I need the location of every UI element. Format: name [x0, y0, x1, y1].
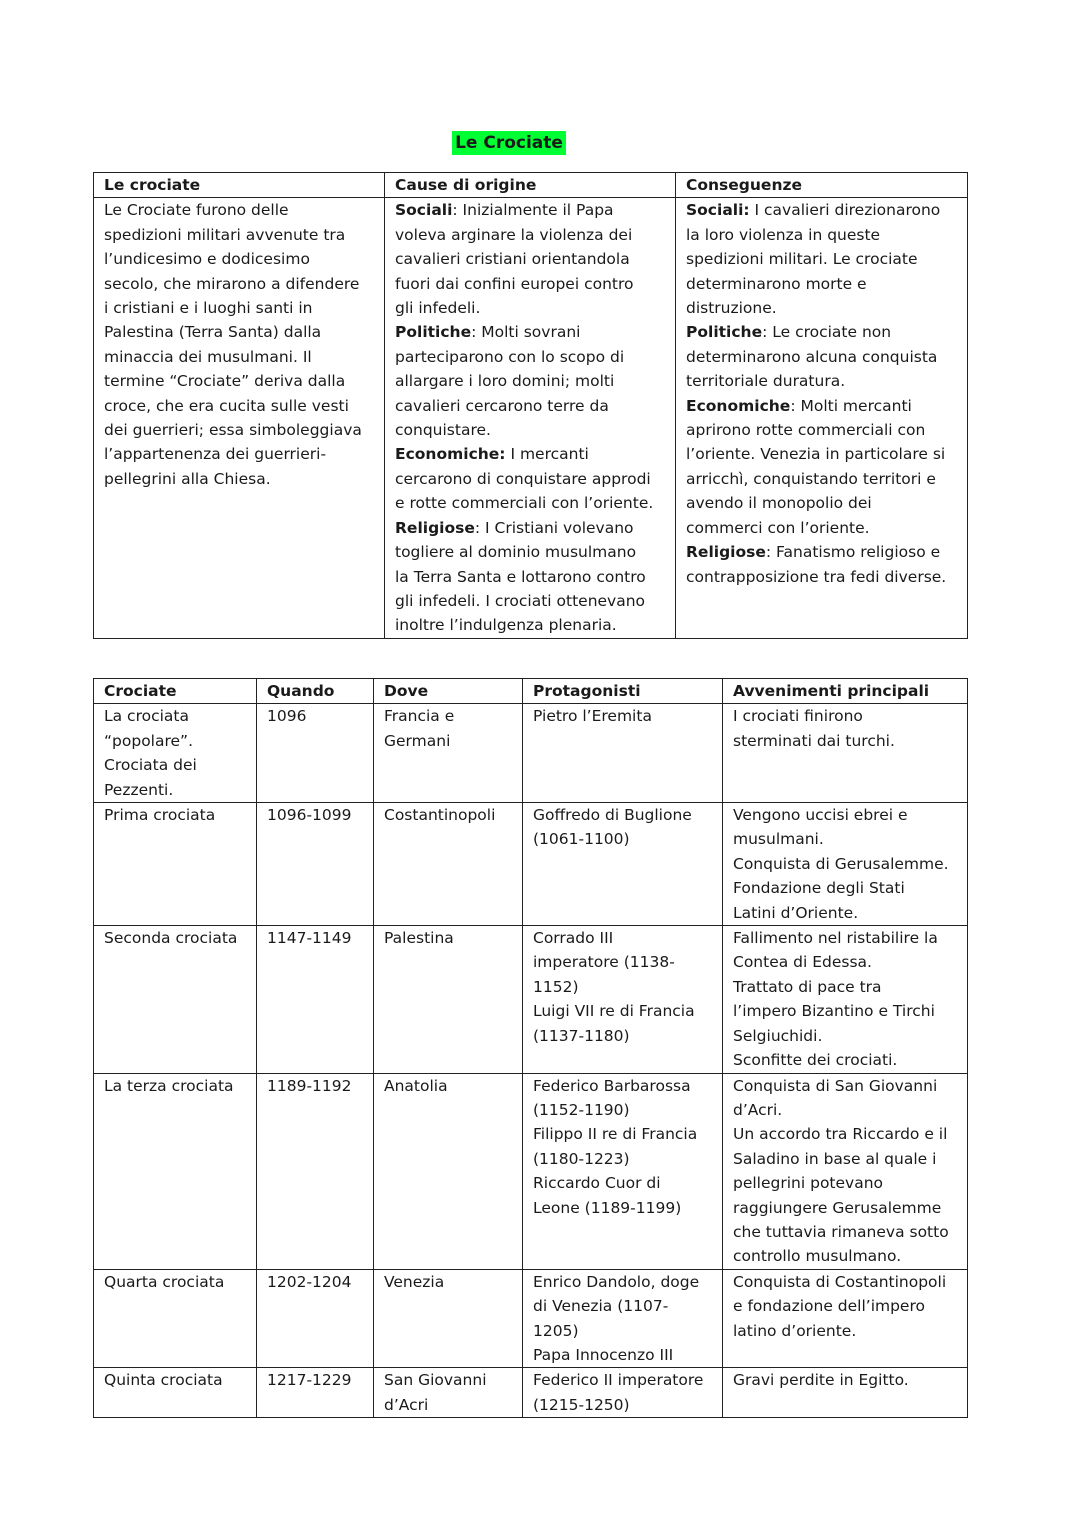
quando-line: 1202-1204 [267, 1272, 352, 1291]
cause-text: voleva arginare la violenza dei [395, 225, 633, 244]
cause-line [395, 198, 667, 222]
cell-crociate [94, 1269, 257, 1368]
cause-line [395, 320, 667, 344]
dove-line: Palestina [384, 929, 454, 948]
quando-line: 1096-1099 [267, 806, 352, 825]
definition-line: l’appartenenza dei guerrieri- [104, 445, 327, 464]
avvenimenti-line: e fondazione dell’impero [733, 1297, 925, 1316]
crusades-table [93, 678, 968, 1418]
crociate-line: Prima crociata [104, 806, 216, 825]
cause-text: gli infedeli. [395, 299, 481, 318]
cause-text: fuori dai confini europei contro [395, 274, 634, 293]
cause-text: gli infedeli. I crociati ottenevano [395, 591, 646, 610]
consequence-text: arricchì, conquistando territori e [686, 469, 936, 488]
cause-text: I mercanti [505, 445, 589, 464]
consequences-cell [676, 198, 968, 638]
avvenimenti-line: Saladino in base al quale i [733, 1149, 937, 1168]
cell-quando [257, 1073, 374, 1269]
cell-avvenimenti [723, 926, 968, 1073]
consequence-line [686, 345, 959, 369]
consequence-line [686, 540, 959, 564]
table-row [94, 704, 968, 803]
cause-category-label: Politiche [395, 323, 472, 342]
cell-dove [374, 1073, 523, 1269]
cause-category-label: Economiche: [395, 445, 506, 464]
cell-quando [257, 1269, 374, 1368]
protagonisti-line: (1061-1100) [533, 830, 630, 849]
avvenimenti-line: Un accordo tra Riccardo e il [733, 1125, 948, 1144]
crociate-line: Crociata dei [104, 756, 197, 775]
consequence-text: determinarono morte e [686, 274, 867, 293]
consequence-line [686, 272, 959, 296]
overview-header-causes: Cause di origine [385, 173, 676, 198]
protagonisti-line: Federico II imperatore [533, 1371, 704, 1390]
protagonisti-line: imperatore (1138- [533, 953, 675, 972]
dove-line: Venezia [384, 1272, 445, 1291]
overview-header-row [94, 173, 968, 198]
consequence-line [686, 467, 959, 491]
crociate-line: La crociata [104, 707, 190, 726]
consequence-line [686, 247, 959, 271]
avvenimenti-line: Selgiuchidi. [733, 1026, 823, 1045]
cell-crociate [94, 1073, 257, 1269]
consequence-line [686, 565, 959, 589]
quando-line: 1217-1229 [267, 1371, 352, 1390]
consequence-text: : Le crociate non [762, 323, 892, 342]
avvenimenti-line: controllo musulmano. [733, 1247, 902, 1266]
cell-avvenimenti [723, 704, 968, 803]
cell-protagonisti [523, 1073, 723, 1269]
overview-body-row [94, 198, 968, 638]
definition-line: minaccia dei musulmani. Il [104, 347, 312, 366]
consequence-text: distruzione. [686, 299, 777, 318]
table-row [94, 1269, 968, 1368]
consequence-text: : Fanatismo religioso e [765, 543, 941, 562]
cause-line [395, 394, 667, 418]
crociate-line: Seconda crociata [104, 929, 238, 948]
definition-line: Le Crociate furono delle [104, 201, 289, 220]
protagonisti-line: (1180-1223) [533, 1149, 630, 1168]
avvenimenti-line: Conquista di Costantinopoli [733, 1272, 947, 1291]
crociate-line: Quinta crociata [104, 1371, 223, 1390]
cause-line [395, 491, 667, 515]
cell-quando [257, 704, 374, 803]
consequence-category-label: Economiche [686, 396, 791, 415]
table-row [94, 1073, 968, 1269]
avvenimenti-line: Conquista di San Giovanni [733, 1076, 938, 1095]
cell-avvenimenti [723, 803, 968, 926]
avvenimenti-line: Sconfitte dei crociati. [733, 1051, 898, 1070]
cause-text: parteciparono con lo scopo di [395, 347, 625, 366]
header-crociate: Crociate [94, 679, 257, 704]
consequence-text: avendo il monopolio dei [686, 494, 872, 513]
cell-quando [257, 803, 374, 926]
header-avvenimenti: Avvenimenti principali [723, 679, 968, 704]
cell-avvenimenti [723, 1073, 968, 1269]
avvenimenti-line: d’Acri. [733, 1100, 783, 1119]
avvenimenti-line: l’impero Bizantino e Tirchi [733, 1002, 935, 1021]
cause-line [395, 369, 667, 393]
avvenimenti-line: Trattato di pace tra [733, 977, 882, 996]
page-title: Le Crociate [452, 131, 566, 155]
definition-line: spedizioni militari avvenute tra [104, 225, 346, 244]
definition-line: Palestina (Terra Santa) dalla [104, 323, 322, 342]
definition-line: termine “Crociate” deriva dalla [104, 372, 346, 391]
cause-line [395, 589, 667, 613]
cause-text: conquistare. [395, 421, 491, 440]
consequence-text: contrapposizione tra fedi diverse. [686, 567, 947, 586]
consequence-line [686, 320, 959, 344]
crociate-line: Quarta crociata [104, 1272, 225, 1291]
consequence-text: determinarono alcuna conquista [686, 347, 938, 366]
cause-text: e rotte commerciali con l’oriente. [395, 494, 654, 513]
cell-protagonisti [523, 1269, 723, 1368]
cell-crociate [94, 704, 257, 803]
crusades-table-body [94, 704, 968, 1418]
cause-text: allargare i loro domini; molti [395, 372, 615, 391]
cause-text: inoltre l’indulgenza plenaria. [395, 616, 617, 635]
cause-category-label: Sociali [395, 201, 453, 220]
definition-line: i cristiani e i luoghi santi in [104, 299, 313, 318]
cause-line [395, 223, 667, 247]
consequence-text: la loro violenza in queste [686, 225, 881, 244]
consequence-line [686, 442, 959, 466]
header-protagonisti: Protagonisti [523, 679, 723, 704]
dove-line: d’Acri [384, 1395, 429, 1414]
cause-line [395, 418, 667, 442]
cause-line [395, 540, 667, 564]
avvenimenti-line: raggiungere Gerusalemme [733, 1198, 942, 1217]
protagonisti-line: (1152-1190) [533, 1100, 630, 1119]
consequence-line [686, 198, 959, 222]
protagonisti-line: Enrico Dandolo, doge [533, 1272, 700, 1291]
avvenimenti-line: pellegrini potevano [733, 1174, 884, 1193]
consequence-category-label: Religiose [686, 543, 766, 562]
avvenimenti-line: musulmani. [733, 830, 824, 849]
definition-cell [94, 198, 385, 638]
header-quando: Quando [257, 679, 374, 704]
cell-protagonisti [523, 926, 723, 1073]
cause-line [395, 442, 667, 466]
avvenimenti-line: Fondazione degli Stati [733, 879, 905, 898]
cell-avvenimenti [723, 1368, 968, 1418]
avvenimenti-line: Fallimento nel ristabilire la [733, 929, 938, 948]
cell-protagonisti [523, 803, 723, 926]
cause-line [395, 467, 667, 491]
protagonisti-line: Goffredo di Buglione [533, 806, 692, 825]
protagonisti-line: Federico Barbarossa [533, 1076, 691, 1095]
consequence-text: territoriale duratura. [686, 372, 846, 391]
causes-cell [385, 198, 676, 638]
table-row [94, 1368, 968, 1418]
cell-dove [374, 1368, 523, 1418]
cause-line [395, 247, 667, 271]
definition-line: secolo, che mirarono a difendere [104, 274, 360, 293]
overview-header-consequences: Conseguenze [676, 173, 968, 198]
definition-line: croce, che era cucita sulle vesti [104, 396, 349, 415]
dove-line: Costantinopoli [384, 806, 496, 825]
crociate-line: “popolare”. [104, 731, 194, 750]
avvenimenti-line: Latini d’Oriente. [733, 903, 859, 922]
quando-line: 1147-1149 [267, 929, 352, 948]
consequence-line [686, 223, 959, 247]
consequence-text: aprirono rotte commerciali con [686, 421, 926, 440]
consequence-text: l’oriente. Venezia in particolare si [686, 445, 946, 464]
protagonisti-line: (1137-1180) [533, 1026, 630, 1045]
cause-text: la Terra Santa e lottarono contro [395, 567, 646, 586]
cause-line [395, 613, 667, 637]
title-wrap [0, 131, 1018, 155]
crociate-line: La terza crociata [104, 1076, 234, 1095]
consequence-line [686, 491, 959, 515]
cause-text: : Molti sovrani [471, 323, 581, 342]
avvenimenti-line: Conquista di Gerusalemme. [733, 854, 949, 873]
table-row [94, 803, 968, 926]
cause-text: : I Cristiani volevano [474, 518, 634, 537]
cause-text: cavalieri cercarono terre da [395, 396, 609, 415]
cause-text: cercarono di conquistare approdi [395, 469, 651, 488]
quando-line: 1189-1192 [267, 1076, 352, 1095]
avvenimenti-line: Contea di Edessa. [733, 953, 872, 972]
cause-line [395, 272, 667, 296]
consequence-line [686, 418, 959, 442]
cause-line [395, 345, 667, 369]
definition-line: l’undicesimo e dodicesimo [104, 250, 310, 269]
cell-crociate [94, 803, 257, 926]
cause-line [395, 516, 667, 540]
protagonisti-line: Corrado III [533, 929, 614, 948]
consequence-category-label: Politiche [686, 323, 763, 342]
cell-protagonisti [523, 704, 723, 803]
cause-line [395, 296, 667, 320]
crociate-line: Pezzenti. [104, 780, 174, 799]
dove-line: Germani [384, 731, 451, 750]
table-row [94, 926, 968, 1073]
cell-dove [374, 803, 523, 926]
avvenimenti-line: latino d’oriente. [733, 1321, 857, 1340]
cause-text: togliere al dominio musulmano [395, 543, 637, 562]
cause-category-label: Religiose [395, 518, 475, 537]
cell-protagonisti [523, 1368, 723, 1418]
dove-line: San Giovanni [384, 1371, 487, 1390]
protagonisti-line: 1152) [533, 977, 579, 996]
consequence-text: I cavalieri direzionarono [749, 201, 941, 220]
consequence-text: spedizioni militari. Le crociate [686, 250, 918, 269]
quando-line: 1096 [267, 707, 307, 726]
avvenimenti-line: I crociati finirono [733, 707, 863, 726]
protagonisti-line: Luigi VII re di Francia [533, 1002, 695, 1021]
avvenimenti-line: sterminati dai turchi. [733, 731, 895, 750]
cell-crociate [94, 926, 257, 1073]
crusades-header-row [94, 679, 968, 704]
cell-quando [257, 926, 374, 1073]
cell-dove [374, 704, 523, 803]
avvenimenti-line: Vengono uccisi ebrei e [733, 806, 908, 825]
protagonisti-line: (1215-1250) [533, 1395, 630, 1414]
consequence-category-label: Sociali: [686, 201, 750, 220]
cell-dove [374, 1269, 523, 1368]
definition-line: pellegrini alla Chiesa. [104, 469, 271, 488]
consequence-line [686, 369, 959, 393]
protagonisti-line: Pietro l’Eremita [533, 707, 652, 726]
protagonisti-line: Riccardo Cuor di [533, 1174, 661, 1193]
consequence-line [686, 296, 959, 320]
cell-dove [374, 926, 523, 1073]
dove-line: Anatolia [384, 1076, 448, 1095]
avvenimenti-line: che tuttavia rimaneva sotto [733, 1222, 949, 1241]
protagonisti-line: Leone (1189-1199) [533, 1198, 682, 1217]
protagonisti-line: di Venezia (1107- [533, 1297, 669, 1316]
protagonisti-line: 1205) [533, 1321, 579, 1340]
cause-text: : Inizialmente il Papa [452, 201, 614, 220]
consequence-text: commerci con l’oriente. [686, 518, 870, 537]
avvenimenti-line: Gravi perdite in Egitto. [733, 1371, 909, 1390]
cell-quando [257, 1368, 374, 1418]
cell-avvenimenti [723, 1269, 968, 1368]
header-dove: Dove [374, 679, 523, 704]
protagonisti-line: Filippo II re di Francia [533, 1125, 698, 1144]
overview-header-definition: Le crociate [94, 173, 385, 198]
cause-text: cavalieri cristiani orientandola [395, 250, 630, 269]
overview-table [93, 172, 968, 639]
cause-line [395, 565, 667, 589]
protagonisti-line: Papa Innocenzo III [533, 1345, 674, 1364]
cell-crociate [94, 1368, 257, 1418]
consequence-text: : Molti mercanti [790, 396, 912, 415]
dove-line: Francia e [384, 707, 455, 726]
definition-line: dei guerrieri; essa simboleggiava [104, 421, 362, 440]
consequence-line [686, 516, 959, 540]
consequence-line [686, 394, 959, 418]
